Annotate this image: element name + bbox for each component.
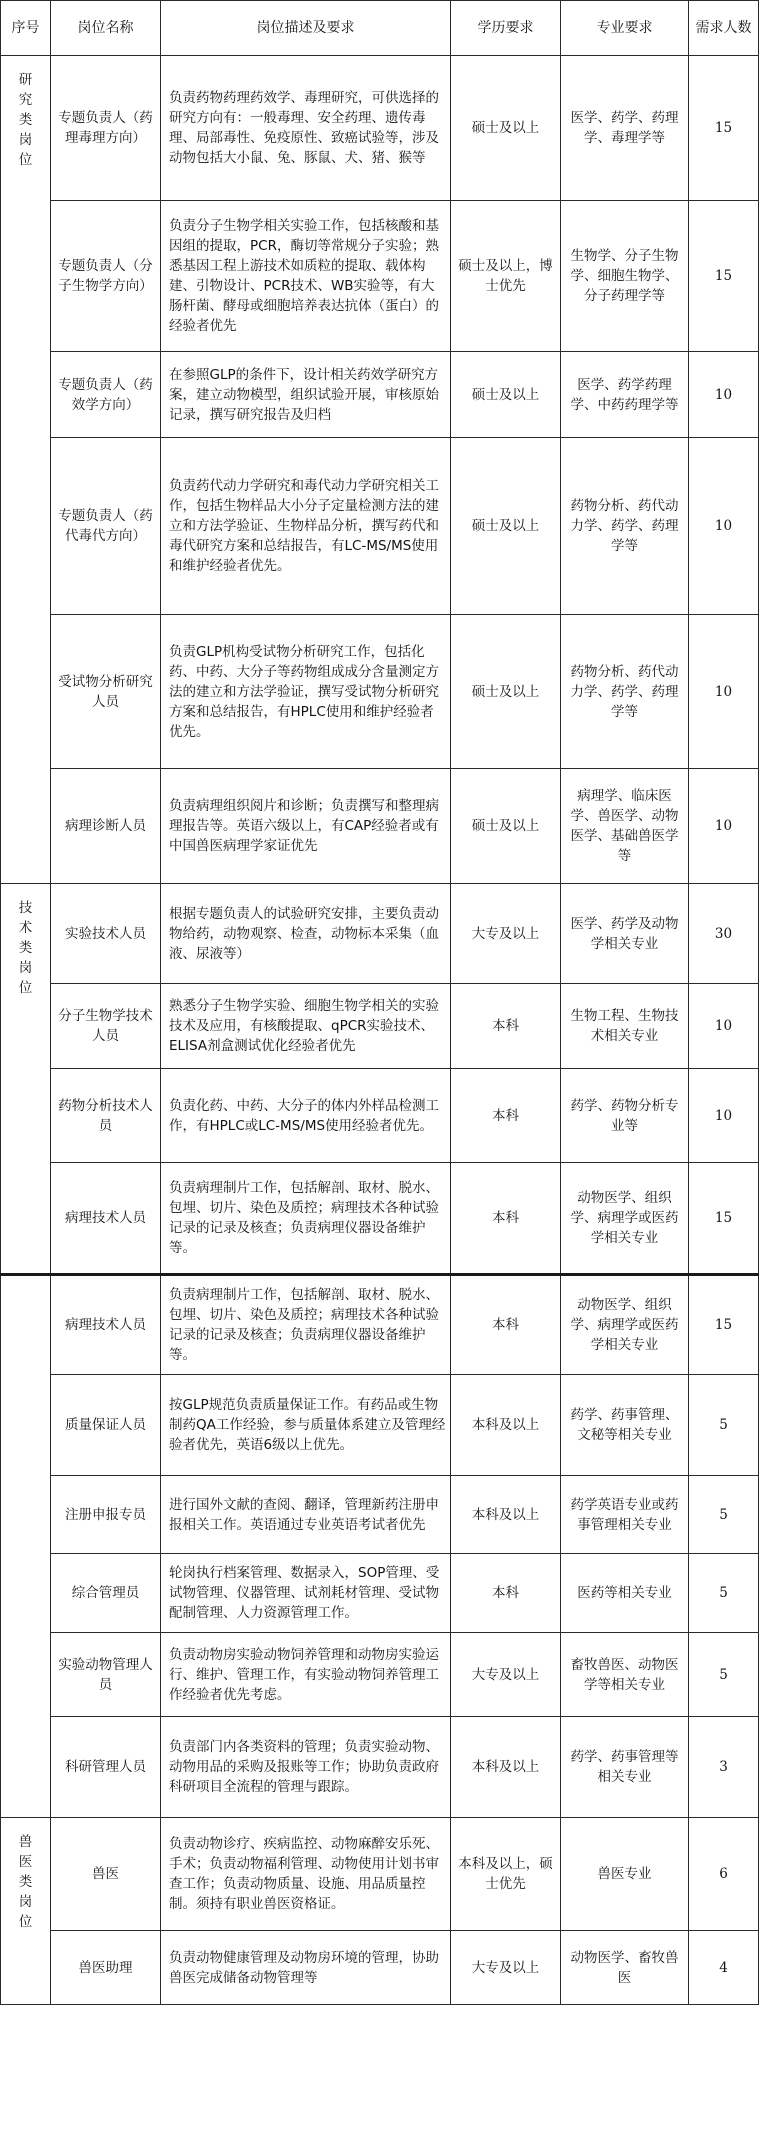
job-name: 兽医	[51, 1818, 161, 1931]
job-name: 病理技术人员	[51, 1275, 161, 1375]
job-name: 病理技术人员	[51, 1163, 161, 1275]
job-edu: 本科	[451, 1275, 561, 1375]
job-major: 兽医专业	[561, 1818, 689, 1931]
table-row	[1, 1069, 759, 1163]
job-count: 4	[689, 1931, 759, 2005]
table-row	[1, 1717, 759, 1818]
table-row	[1, 1554, 759, 1633]
job-name: 专题负责人（药理毒理方向）	[51, 56, 161, 201]
job-edu: 硕士及以上	[451, 352, 561, 438]
job-edu: 大专及以上	[451, 1633, 561, 1717]
job-major: 生物工程、生物技术相关专业	[561, 984, 689, 1069]
job-count: 5	[689, 1554, 759, 1633]
job-desc: 负责分子生物学相关实验工作，包括核酸和基因组的提取，PCR，酶切等常规分子实验；熟悉基因工程上游技术如质粒的提取、载体构建、引物设计、PCR技术、WB实验等，有大肠杆菌、酵母或细胞培养表达抗体（蛋白）的经验者优先	[161, 201, 451, 352]
table-row	[1, 615, 759, 769]
job-major: 动物医学、组织学、病理学或医药学相关专业	[561, 1275, 689, 1375]
job-count: 5	[689, 1633, 759, 1717]
job-desc: 轮岗执行档案管理、数据录入，SOP管理、受试物管理、仪器管理、试剂耗材管理、受试物配制管理、人力资源管理工作。	[161, 1554, 451, 1633]
job-name: 综合管理员	[51, 1554, 161, 1633]
job-major: 药学英语专业或药事管理相关专业	[561, 1476, 689, 1554]
job-major: 动物医学、组织学、病理学或医药学相关专业	[561, 1163, 689, 1275]
job-name: 专题负责人（药效学方向）	[51, 352, 161, 438]
job-name: 注册申报专员	[51, 1476, 161, 1554]
job-edu: 硕士及以上	[451, 56, 561, 201]
job-desc: 负责部门内各类资料的管理；负责实验动物、动物用品的采购及报账等工作；协助负责政府科研项目全流程的管理与跟踪。	[161, 1717, 451, 1818]
job-count: 10	[689, 984, 759, 1069]
job-major: 动物医学、畜牧兽医	[561, 1931, 689, 2005]
job-desc: 负责动物诊疗、疾病监控、动物麻醉安乐死、手术；负责动物福利管理、动物使用计划书审查工作；负责动物质量、设施、用品质量控制。须持有职业兽医资格证。	[161, 1818, 451, 1931]
table-row	[1, 201, 759, 352]
header-desc: 岗位描述及要求	[161, 1, 451, 56]
header-edu: 学历要求	[451, 1, 561, 56]
table-row	[1, 438, 759, 615]
category-vet: 兽医类岗位	[1, 1818, 51, 2005]
job-count: 15	[689, 1163, 759, 1275]
job-count: 10	[689, 1069, 759, 1163]
job-count: 6	[689, 1818, 759, 1931]
table-row	[1, 884, 759, 984]
job-edu: 硕士及以上	[451, 615, 561, 769]
job-desc: 根据专题负责人的试验研究安排，主要负责动物给药，动物观察、检查，动物标本采集（血液、尿液等）	[161, 884, 451, 984]
job-edu: 本科及以上	[451, 1375, 561, 1476]
header-major: 专业要求	[561, 1, 689, 56]
table-row	[1, 1476, 759, 1554]
job-count: 5	[689, 1476, 759, 1554]
job-count: 10	[689, 438, 759, 615]
category-research: 研究类岗位	[1, 56, 51, 884]
job-major: 医药等相关专业	[561, 1554, 689, 1633]
table-row	[1, 1163, 759, 1275]
category-tech: 技术类岗位	[1, 884, 51, 1275]
job-name: 分子生物学技术人员	[51, 984, 161, 1069]
job-name: 病理诊断人员	[51, 769, 161, 884]
job-major: 医学、药学及动物学相关专业	[561, 884, 689, 984]
job-edu: 硕士及以上，博士优先	[451, 201, 561, 352]
job-major: 药学、药事管理等相关专业	[561, 1717, 689, 1818]
job-major: 药物分析、药代动力学、药学、药理学等	[561, 438, 689, 615]
job-count: 10	[689, 769, 759, 884]
job-count: 15	[689, 1275, 759, 1375]
job-desc: 负责病理制片工作，包括解剖、取材、脱水、包埋、切片、染色及质控；病理技术各种试验记录的记录及核查；负责病理仪器设备维护等。	[161, 1275, 451, 1375]
job-count: 10	[689, 615, 759, 769]
job-name: 科研管理人员	[51, 1717, 161, 1818]
header-no: 序号	[1, 1, 51, 56]
table-row	[1, 1818, 759, 1931]
job-major: 药学、药事管理、文秘等相关专业	[561, 1375, 689, 1476]
job-name: 兽医助理	[51, 1931, 161, 2005]
table-row	[1, 984, 759, 1069]
table-row	[1, 1375, 759, 1476]
job-desc: 在参照GLP的条件下，设计相关药效学研究方案，建立动物模型，组织试验开展，审核原始记录，撰写研究报告及归档	[161, 352, 451, 438]
table-row	[1, 352, 759, 438]
job-edu: 本科	[451, 1069, 561, 1163]
header-row	[1, 1, 759, 56]
job-major: 病理学、临床医学、兽医学、动物医学、基础兽医学等	[561, 769, 689, 884]
job-desc: 负责病理组织阅片和诊断；负责撰写和整理病理报告等。英语六级以上，有CAP经验者或有中国兽医病理学家证优先	[161, 769, 451, 884]
job-count: 5	[689, 1375, 759, 1476]
job-edu: 硕士及以上	[451, 438, 561, 615]
job-major: 畜牧兽医、动物医学等相关专业	[561, 1633, 689, 1717]
job-edu: 本科及以上，硕士优先	[451, 1818, 561, 1931]
job-desc: 熟悉分子生物学实验、细胞生物学相关的实验技术及应用，有核酸提取、qPCR实验技术、ELISA剂盒测试优化经验者优先	[161, 984, 451, 1069]
job-desc: 负责动物健康管理及动物房环境的管理，协助兽医完成储备动物管理等	[161, 1931, 451, 2005]
job-name: 质量保证人员	[51, 1375, 161, 1476]
job-desc: 负责动物房实验动物饲养管理和动物房实验运行、维护、管理工作，有实验动物饲养管理工作经验者优先考虑。	[161, 1633, 451, 1717]
job-name: 实验技术人员	[51, 884, 161, 984]
job-desc: 负责化药、中药、大分子的体内外样品检测工作，有HPLC或LC-MS/MS使用经验者优先。	[161, 1069, 451, 1163]
job-count: 30	[689, 884, 759, 984]
table-row	[1, 1275, 759, 1375]
job-desc: 负责GLP机构受试物分析研究工作，包括化药、中药、大分子等药物组成成分含量测定方法的建立和方法学验证，撰写受试物分析研究方案和总结报告，有HPLC使用和维护经验者优先。	[161, 615, 451, 769]
job-major: 药学、药物分析专业等	[561, 1069, 689, 1163]
job-count: 10	[689, 352, 759, 438]
job-major: 医学、药学、药理学、毒理学等	[561, 56, 689, 201]
job-edu: 本科	[451, 984, 561, 1069]
job-desc: 负责病理制片工作，包括解剖、取材、脱水、包埋、切片、染色及质控；病理技术各种试验记录的记录及核查；负责病理仪器设备维护等。	[161, 1163, 451, 1275]
table-row	[1, 56, 759, 201]
job-count: 3	[689, 1717, 759, 1818]
table-row	[1, 1931, 759, 2005]
job-name: 药物分析技术人员	[51, 1069, 161, 1163]
job-name: 专题负责人（分子生物学方向）	[51, 201, 161, 352]
job-count: 15	[689, 201, 759, 352]
job-edu: 本科	[451, 1554, 561, 1633]
job-major: 医学、药学药理学、中药药理学等	[561, 352, 689, 438]
job-edu: 硕士及以上	[451, 769, 561, 884]
header-name: 岗位名称	[51, 1, 161, 56]
job-major: 药物分析、药代动力学、药学、药理学等	[561, 615, 689, 769]
job-desc: 按GLP规范负责质量保证工作。有药品或生物制药QA工作经验，参与质量体系建立及管理经验者优先，英语6级以上优先。	[161, 1375, 451, 1476]
job-name: 专题负责人（药代毒代方向）	[51, 438, 161, 615]
job-edu: 本科及以上	[451, 1717, 561, 1818]
job-edu: 本科	[451, 1163, 561, 1275]
job-desc: 进行国外文献的查阅、翻译，管理新药注册申报相关工作。英语通过专业英语考试者优先	[161, 1476, 451, 1554]
job-name: 实验动物管理人员	[51, 1633, 161, 1717]
category-tech-continued	[1, 1275, 51, 1818]
job-desc: 负责药物药理药效学、毒理研究，可供选择的研究方向有：一般毒理、安全药理、遗传毒理、局部毒性、免疫原性、致癌试验等，涉及动物包括大小鼠、兔、豚鼠、犬、猪、猴等	[161, 56, 451, 201]
job-major: 生物学、分子生物学、细胞生物学、分子药理学等	[561, 201, 689, 352]
header-count: 需求人数	[689, 1, 759, 56]
job-name: 受试物分析研究人员	[51, 615, 161, 769]
job-edu: 大专及以上	[451, 1931, 561, 2005]
table-row	[1, 1633, 759, 1717]
job-desc: 负责药代动力学研究和毒代动力学研究相关工作，包括生物样品大小分子定量检测方法的建立和方法学验证、生物样品分析，撰写药代和毒代研究方案和总结报告，有LC-MS/MS使用和维护经验者优先。	[161, 438, 451, 615]
table-row	[1, 769, 759, 884]
job-edu: 大专及以上	[451, 884, 561, 984]
job-edu: 本科及以上	[451, 1476, 561, 1554]
job-count: 15	[689, 56, 759, 201]
